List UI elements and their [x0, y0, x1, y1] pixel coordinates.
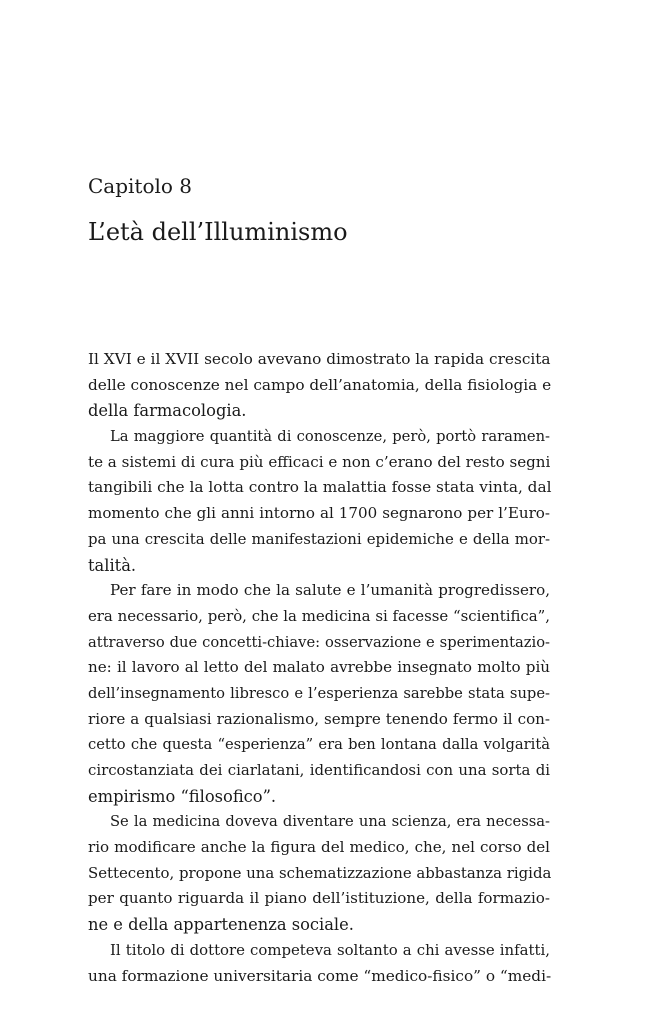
- text-line: momento che gli anni intorno al 1700 segnarono per l’Euro-: [88, 504, 550, 523]
- text-line: della farmacologia.: [88, 401, 247, 421]
- text-line: circostanziata dei ciarlatani, identificandosi con una sorta di: [88, 761, 550, 779]
- text-line: riore a qualsiasi razionalismo, sempre tenendo fermo il con-: [88, 709, 550, 728]
- text-line: Se la medicina doveva diventare una scienza, era necessa-: [110, 813, 550, 831]
- text-line: tangibili che la lotta contro la malattia fosse stata vinta, dal: [88, 478, 552, 497]
- text-line: empirismo “filosofico”.: [88, 786, 277, 806]
- text-line: Il titolo di dottore competeva soltanto a chi avesse infatti,: [110, 940, 550, 959]
- text-line: pa una crescita delle manifestazioni epidemiche e della mor-: [88, 529, 550, 548]
- text-line: una formazione universitaria come “medico-fisico” o “medi-: [88, 966, 552, 985]
- text-line: Il XVI e il XVII secolo avevano dimostrato la rapida crescita: [88, 350, 551, 368]
- text-line: Per fare in modo che la salute e l’umanità progredissero,: [110, 581, 550, 600]
- text-line: talità.: [88, 555, 137, 575]
- text-line: Settecento, propone una schematizzazione abbastanza rigida: [88, 863, 552, 882]
- text-line: rio modificare anche la figura del medico, che, nel corso del: [88, 838, 550, 857]
- text-line: dell’insegnamento libresco e l’esperienza sarebbe stata supe-: [88, 684, 550, 702]
- text-line: ne: il lavoro al letto del malato avrebbe insegnato molto più: [88, 658, 550, 677]
- paragraph: [88, 938, 550, 989]
- chapter-label: Capitolo 8: [88, 174, 193, 198]
- paragraph: [88, 347, 550, 424]
- text-line: cetto che questa “esperienza” era ben lontana dalla volgarità: [88, 736, 550, 754]
- text-line: La maggiore quantità di conoscenze, però, portò raramen-: [110, 428, 550, 446]
- paragraph: [88, 809, 550, 937]
- text-line: te a sistemi di cura più efficaci e non c’erano del resto segni: [88, 452, 551, 471]
- text-line: ne e della appartenenza sociale.: [88, 915, 354, 935]
- book-page: [88, 0, 550, 1010]
- text-line: attraverso due concetti-chiave: osservazione e sperimentazio-: [88, 633, 550, 651]
- text-line: per quanto riguarda il piano dell’istituzione, della formazio-: [88, 889, 550, 908]
- chapter-title: L’età dell’Illuminismo: [88, 218, 348, 246]
- paragraph: [88, 578, 550, 809]
- paragraph: [88, 424, 550, 578]
- body-text: [88, 347, 550, 989]
- text-line: delle conoscenze nel campo dell’anatomia, della fisiologia e: [88, 375, 552, 394]
- text-line: era necessario, però, che la medicina si facesse “scientifica”,: [88, 606, 550, 625]
